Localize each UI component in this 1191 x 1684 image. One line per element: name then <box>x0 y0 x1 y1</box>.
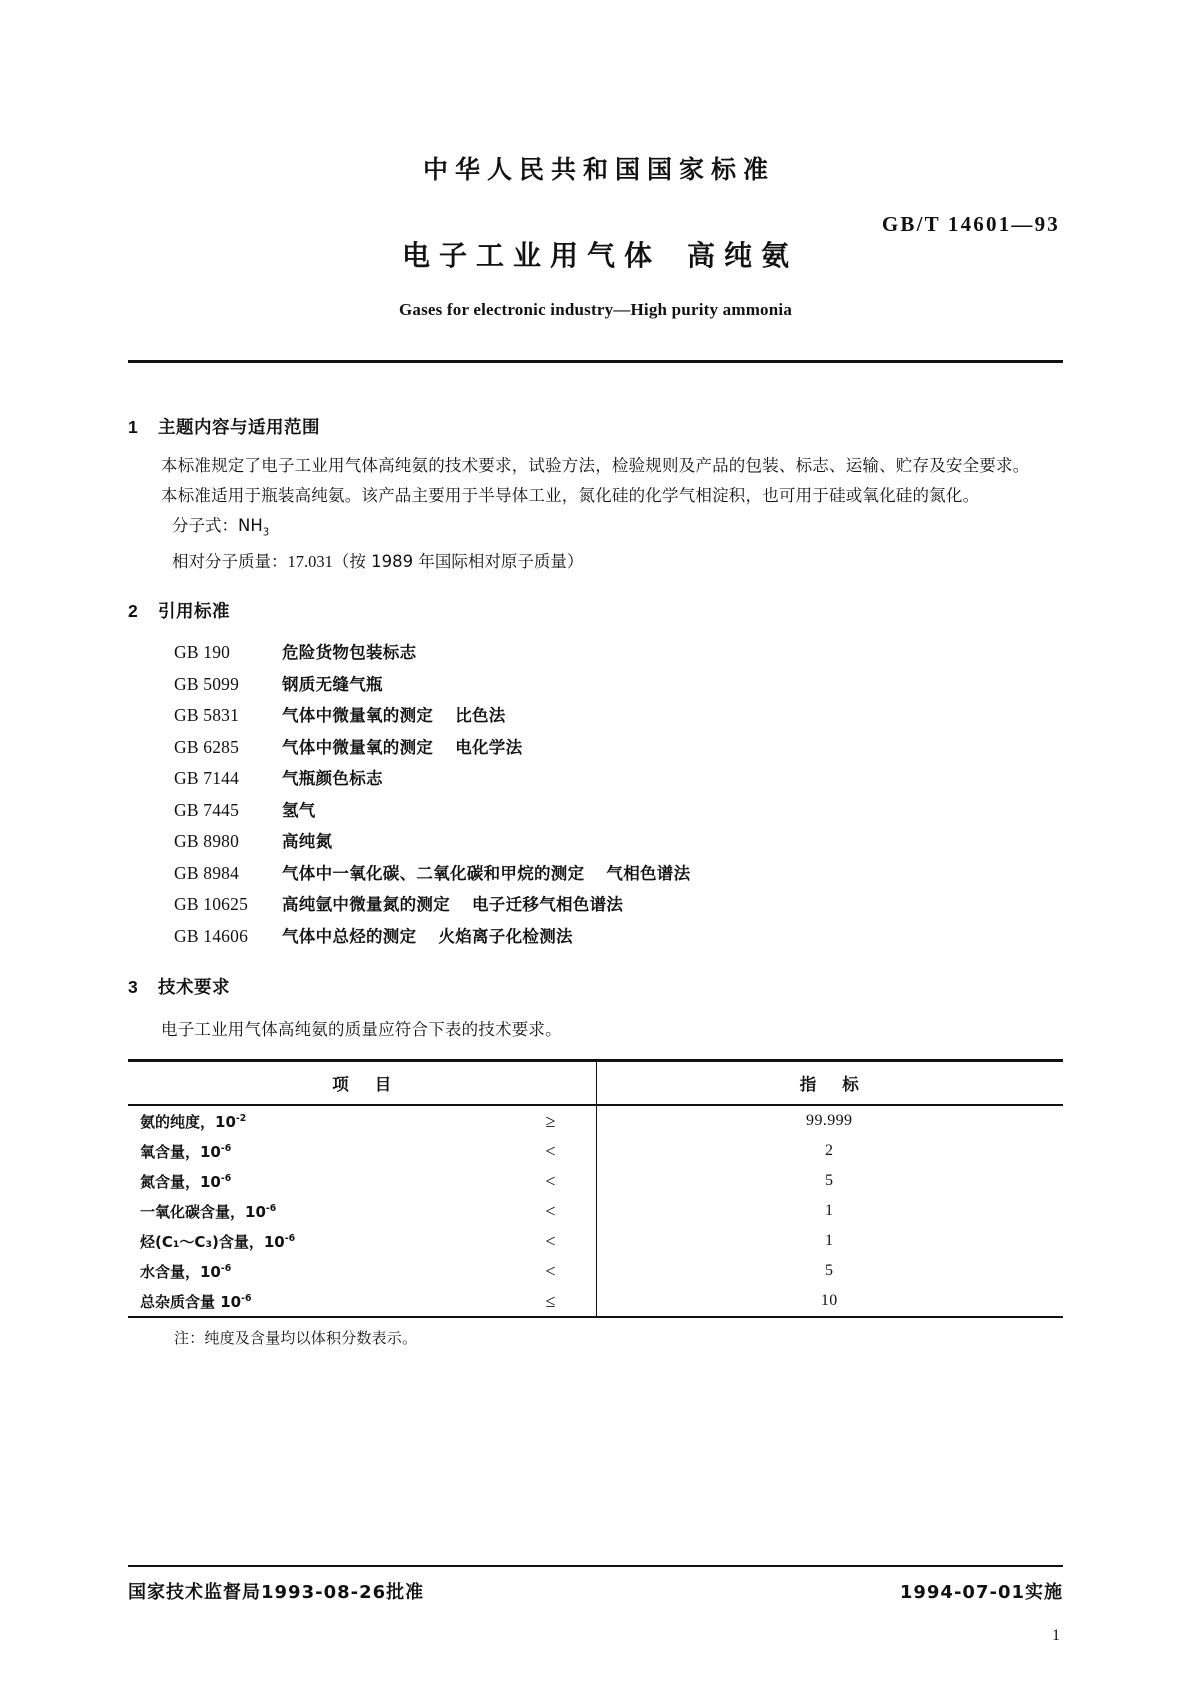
item-label-text: 一氧化碳含量，10 <box>140 1202 266 1221</box>
table-cell-value: 10 <box>820 1292 838 1310</box>
reference-code: GB 5831 <box>174 705 240 726</box>
comparison-operator: < <box>545 1200 556 1221</box>
reference-title-main: 气体中微量氧的测定 <box>282 706 434 726</box>
reference-code: GB 14606 <box>174 925 249 946</box>
document-body <box>128 392 1063 1348</box>
section-3-title: 技术要求 <box>158 978 230 999</box>
item-label <box>140 1231 545 1252</box>
reference-title <box>282 700 506 732</box>
doc-title-part2: 高纯氨 <box>687 239 799 272</box>
referenced-standards-list <box>128 637 1063 952</box>
section-2-title: 引用标准 <box>158 602 230 623</box>
table-cell-value: 5 <box>825 1262 834 1280</box>
item-exponent: -6 <box>284 1232 296 1244</box>
item-label <box>140 1201 545 1222</box>
reference-code: GB 7144 <box>174 768 240 789</box>
table-cell-item <box>128 1111 596 1132</box>
reference-title: 气瓶颜色标志 <box>282 769 383 789</box>
reference-title <box>282 889 623 921</box>
table-cell-value: 5 <box>825 1172 834 1190</box>
molecular-formula-subscript: 3 <box>262 527 270 539</box>
table-cell-value: 2 <box>825 1142 834 1160</box>
molecular-formula-label: 分子式：NH <box>172 516 263 535</box>
item-label-text: 氨的纯度，10 <box>140 1112 236 1131</box>
list-item <box>128 921 1063 953</box>
item-exponent: -6 <box>220 1142 232 1154</box>
item-label-text: 烃(C₁～C₃)含量，10 <box>140 1232 285 1251</box>
reference-title: 高纯氮 <box>282 832 333 852</box>
list-item <box>128 669 1063 701</box>
table-cell-value: 1 <box>825 1232 834 1250</box>
reference-code: GB 7445 <box>174 799 240 820</box>
item-label <box>140 1171 545 1192</box>
comparison-operator: ≥ <box>545 1110 556 1131</box>
table-cell-item <box>128 1141 596 1162</box>
list-item <box>128 700 1063 732</box>
page-title <box>0 234 1191 274</box>
relative-mass-note: （按 1989 年国际相对原子质量） <box>332 552 584 572</box>
reference-title-main: 气体中总烃的测定 <box>282 926 417 946</box>
table-cell-value: 99.999 <box>806 1112 853 1130</box>
reference-title-main: 高纯氩中微量氮的测定 <box>282 895 450 915</box>
table-cell-item <box>128 1231 596 1252</box>
table-note: 注：纯度及含量均以体积分数表示。 <box>174 1329 418 1348</box>
item-label-text: 总杂质含量 10 <box>140 1292 242 1311</box>
section-3-number: 3 <box>128 977 139 998</box>
reference-title-main: 气体中微量氧的测定 <box>282 737 434 757</box>
item-label <box>140 1141 545 1162</box>
document-footer <box>128 1578 1063 1604</box>
section-3-heading <box>128 974 1063 999</box>
doc-title-part1: 电子工业用气体 <box>401 239 661 272</box>
table-column-divider <box>596 1062 597 1316</box>
reference-code: GB 10625 <box>174 894 249 915</box>
national-standard-title: 中华人民共和国国家标准 <box>422 155 775 184</box>
technical-requirements-table <box>128 1059 1063 1318</box>
footer-divider-rule <box>128 1565 1063 1567</box>
item-label-text: 水含量，10 <box>140 1262 221 1281</box>
header-divider-rule <box>128 360 1063 363</box>
list-item <box>128 889 1063 921</box>
section-1-heading <box>128 414 1063 439</box>
list-item <box>128 763 1063 795</box>
table-cell-item <box>128 1201 596 1222</box>
column-header-spec <box>596 1062 1064 1104</box>
section-1-number: 1 <box>128 417 139 437</box>
section-3-intro: 电子工业用气体高纯氨的质量应符合下表的技术要求。 <box>161 1020 562 1040</box>
reference-title-method: 电化学法 <box>455 737 523 757</box>
list-item <box>128 826 1063 858</box>
reference-title: 氢气 <box>282 800 316 820</box>
table-cell-item <box>128 1291 596 1312</box>
comparison-operator: < <box>545 1140 556 1161</box>
item-exponent: -2 <box>235 1112 247 1124</box>
item-exponent: -6 <box>241 1292 252 1304</box>
reference-title <box>282 858 690 890</box>
relative-mass-value: 17.031 <box>287 552 333 572</box>
reference-title: 危险货物包装标志 <box>282 643 417 663</box>
reference-title-method: 火焰离子化检测法 <box>438 926 573 946</box>
relative-mass-label: 相对分子质量： <box>172 552 288 572</box>
reference-title-main: 气体中一氧化碳、二氧化碳和甲烷的测定 <box>282 863 585 883</box>
table-cell-value: 1 <box>825 1202 834 1220</box>
comparison-operator: < <box>545 1230 556 1251</box>
document-header <box>0 150 1191 320</box>
section-2-heading <box>128 598 1063 623</box>
item-exponent: -6 <box>220 1172 232 1184</box>
column-header-item-label: 项目 <box>332 1075 418 1095</box>
implementation-statement: 1994-07-01实施 <box>899 1582 1063 1603</box>
list-item <box>128 858 1063 890</box>
item-label <box>140 1291 546 1312</box>
reference-code: GB 8984 <box>174 862 240 883</box>
reference-title: 钢质无缝气瓶 <box>282 674 383 694</box>
standard-number: GB/T 14601—93 <box>881 212 1060 236</box>
reference-code: GB 8980 <box>174 831 240 852</box>
section-1-paragraph-1: 本标准规定了电子工业用气体高纯氨的技术要求，试验方法，检验规则及产品的包装、标志、运输、贮存及安全要求。 <box>161 456 1030 475</box>
item-label-text: 氮含量，10 <box>140 1172 221 1191</box>
item-exponent: -6 <box>265 1202 277 1214</box>
page-number: 1 <box>1052 1627 1060 1644</box>
table-cell-item <box>128 1171 596 1192</box>
list-item <box>128 637 1063 669</box>
reference-title <box>282 732 522 764</box>
column-header-spec-label: 指标 <box>799 1075 885 1095</box>
section-2-number: 2 <box>128 601 139 622</box>
relative-molecular-mass-line <box>128 547 1063 576</box>
reference-title <box>282 921 573 953</box>
reference-title-method: 电子迁移气相色谱法 <box>472 895 624 915</box>
item-exponent: -6 <box>220 1262 232 1274</box>
reference-code: GB 190 <box>174 642 231 663</box>
doc-subtitle-english: Gases for electronic industry—High purity ammonia <box>398 300 793 319</box>
molecular-formula-line <box>128 511 1063 547</box>
column-header-item <box>128 1062 596 1104</box>
reference-code: GB 5099 <box>174 673 240 694</box>
section-1-paragraph-2: 本标准适用于瓶装高纯氨。该产品主要用于半导体工业，氮化硅的化学气相淀积，也可用于硅或氧化硅的氮化。 <box>161 486 980 505</box>
comparison-operator: < <box>545 1260 556 1281</box>
reference-code: GB 6285 <box>174 736 240 757</box>
reference-title-method: 比色法 <box>455 706 506 726</box>
list-item <box>128 795 1063 827</box>
item-label <box>140 1111 546 1132</box>
section-1-title: 主题内容与适用范围 <box>158 418 320 438</box>
comparison-operator: < <box>545 1170 556 1191</box>
reference-title-method: 气相色谱法 <box>606 863 691 883</box>
list-item <box>128 732 1063 764</box>
comparison-operator: ≤ <box>545 1290 556 1311</box>
table-cell-item <box>128 1261 596 1282</box>
item-label-text: 氧含量，10 <box>140 1142 221 1161</box>
item-label <box>140 1261 545 1282</box>
approval-statement: 国家技术监督局1993-08-26批准 <box>128 1582 425 1603</box>
